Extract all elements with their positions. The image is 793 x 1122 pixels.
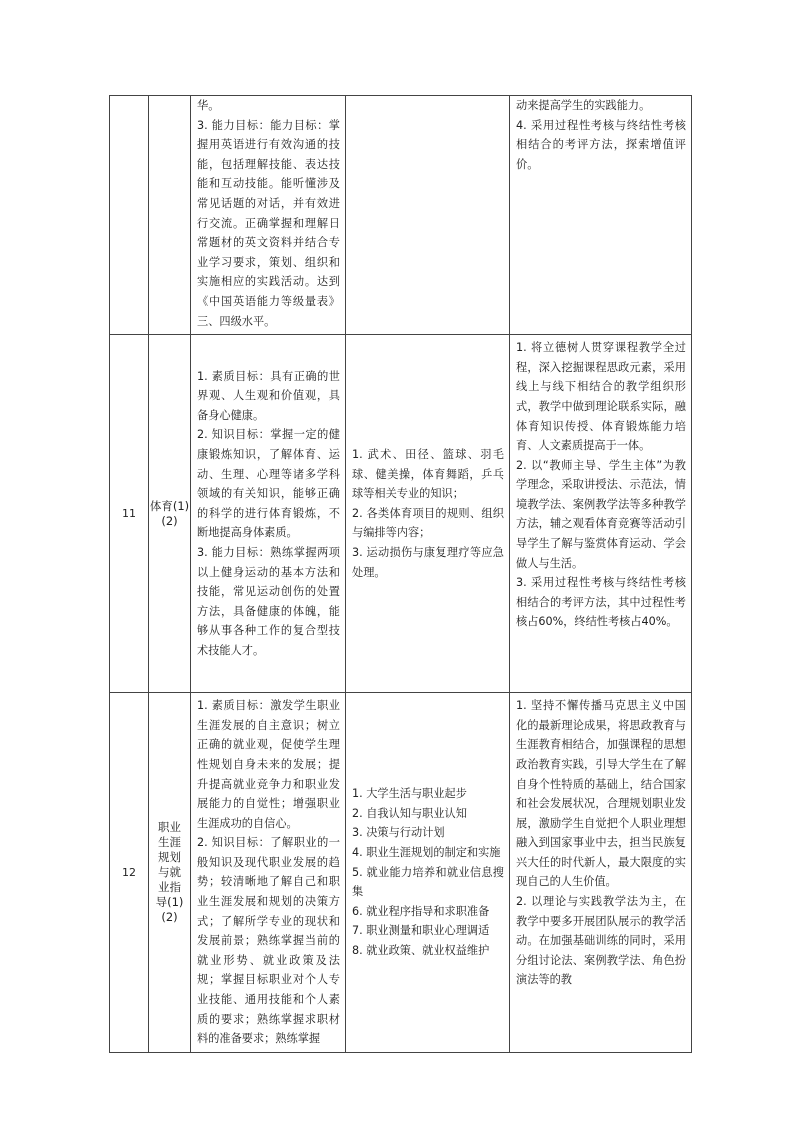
objective-item: 华。 bbox=[197, 99, 220, 112]
objective-item: 1. 素质目标：具有正确的世界观、人生观和价值观，具备身心健康。 bbox=[197, 369, 340, 422]
course-number-cell: 11 bbox=[110, 335, 149, 693]
methods-cell bbox=[510, 693, 692, 1053]
objective-item: 2. 知识目标：了解职业的一般知识及现代职业发展的趋势；较清晰地了解自己和职业生涯发展和规划的决策方式；了解所学专业的现状和发展前景；熟练掌握当前的就业形势、就业政策及法规；掌握目标职业对个人专业技能、通用技能和个人素质的要求；熟练掌握求职材料的准备要求；熟练掌握 bbox=[197, 836, 340, 1046]
course-number-cell bbox=[110, 96, 149, 335]
content-item: 1. 大学生活与职业起步 bbox=[352, 787, 467, 801]
methods-cell bbox=[510, 335, 692, 693]
course-name-cell: 体育(1)(2) bbox=[149, 335, 191, 693]
content-item: 1. 武术、田径、篮球、羽毛球、健美操，体育舞蹈，乒乓球等相关专业的知识； bbox=[352, 448, 504, 501]
objective-item: 3. 能力目标：熟练掌握两项以上健身运动的基本方法和技能，常见运动创伤的处置方法，具备健康的体魄，能够从事各种工作的复合型技术技能人才。 bbox=[197, 546, 340, 657]
method-item: 3. 采用过程性考核与终结性考核相结合的考评方法，其中过程性考核占60%，终结性考核占40%。 bbox=[516, 576, 686, 629]
table-row bbox=[110, 335, 692, 693]
table-row bbox=[110, 96, 692, 335]
content-item: 5. 就业能力培养和就业信息搜集 bbox=[352, 865, 504, 899]
objectives-cell bbox=[191, 693, 346, 1053]
content-item: 8. 就业政策、就业权益维护 bbox=[352, 944, 490, 958]
content-cell bbox=[346, 96, 510, 335]
methods-cell bbox=[510, 96, 692, 335]
objectives-cell bbox=[191, 96, 346, 335]
course-number-cell: 12 bbox=[110, 693, 149, 1053]
content-cell bbox=[346, 335, 510, 693]
course-name-cell: 职业生涯规划与就业指导(1)(2) bbox=[149, 693, 191, 1053]
curriculum-table bbox=[109, 95, 692, 1053]
course-name-cell bbox=[149, 96, 191, 335]
objective-item: 3. 能力目标：能力目标：掌握用英语进行有效沟通的技能，包括理解技能、表达技能和互动技能。能听懂涉及常见话题的对话，并有效进行交流。正确掌握和理解日常题材的英文资料并结合专业学习要求，策划、组织和实施相应的实践活动。达到《中国英语能力等级量表》三、四级水平。 bbox=[197, 118, 340, 328]
method-item: 1. 将立德树人贯穿课程教学全过程，深入挖掘课程思政元素，采用线上与线下相结合的教学组织形式，教学中做到理论联系实际，融体育知识传授、体育锻炼能力培育、人文素质提高于一体。 bbox=[516, 341, 686, 453]
method-item: 2. 以理论与实践教学法为主，在教学中要多开展团队展示的教学活动。在加强基础训练的同时，采用分组讨论法、案例教学法、角色扮演法等的教 bbox=[516, 895, 686, 987]
method-item: 动来提高学生的实践能力。 bbox=[516, 99, 651, 112]
content-item: 2. 自我认知与职业认知 bbox=[352, 806, 467, 820]
content-item: 4. 职业生涯规划的制定和实施 bbox=[352, 846, 501, 860]
content-item: 6. 就业程序指导和求职准备 bbox=[352, 904, 490, 918]
method-item: 2. 以“教师主导、学生主体”为教学理念，采取讲授法、示范法，情境教学法、案例教学法等多种教学方法，辅之观看体育竞赛等活动引导学生了解与鉴赏体育运动、学会做人与生活。 bbox=[516, 458, 686, 570]
objective-item: 2. 知识目标：掌握一定的健康锻炼知识，了解体育、运动、生理、心理等诸多学科领域的有关知识，能够正确的科学的进行体育锻炼，不断地提高身体素质。 bbox=[197, 428, 340, 540]
content-item: 3. 决策与行动计划 bbox=[352, 826, 445, 840]
method-item: 4. 采用过程性考核与终结性考核相结合的考评方法，探索增值评价。 bbox=[516, 118, 686, 171]
objective-item: 1. 素质目标：激发学生职业生涯发展的自主意识；树立正确的就业观，促使学生理性规划自身未来的发展；提升提高就业竞争力和职业发展能力的自觉性；增强职业生涯成功的自信心。 bbox=[197, 699, 340, 830]
table-row bbox=[110, 693, 692, 1053]
objectives-cell bbox=[191, 335, 346, 693]
content-cell bbox=[346, 693, 510, 1053]
method-item: 1. 坚持不懈传播马克思主义中国化的最新理论成果，将思政教育与生涯教育相结合，加强课程的思想政治教育实践，引导大学生在了解自身个性特质的基础上，结合国家和社会发展状况，合理规划职业发展，激励学生自觉把个人职业理想融入到国家事业中去，担当民族复兴大任的时代新人，最大限度的实现自己的人生价值。 bbox=[516, 699, 686, 889]
content-item: 3. 运动损伤与康复理疗等应急处理。 bbox=[352, 546, 504, 579]
content-item: 7. 职业测量和职业心理调适 bbox=[352, 924, 490, 938]
content-item: 2. 各类体育项目的规则、组织与编排等内容； bbox=[352, 506, 504, 540]
